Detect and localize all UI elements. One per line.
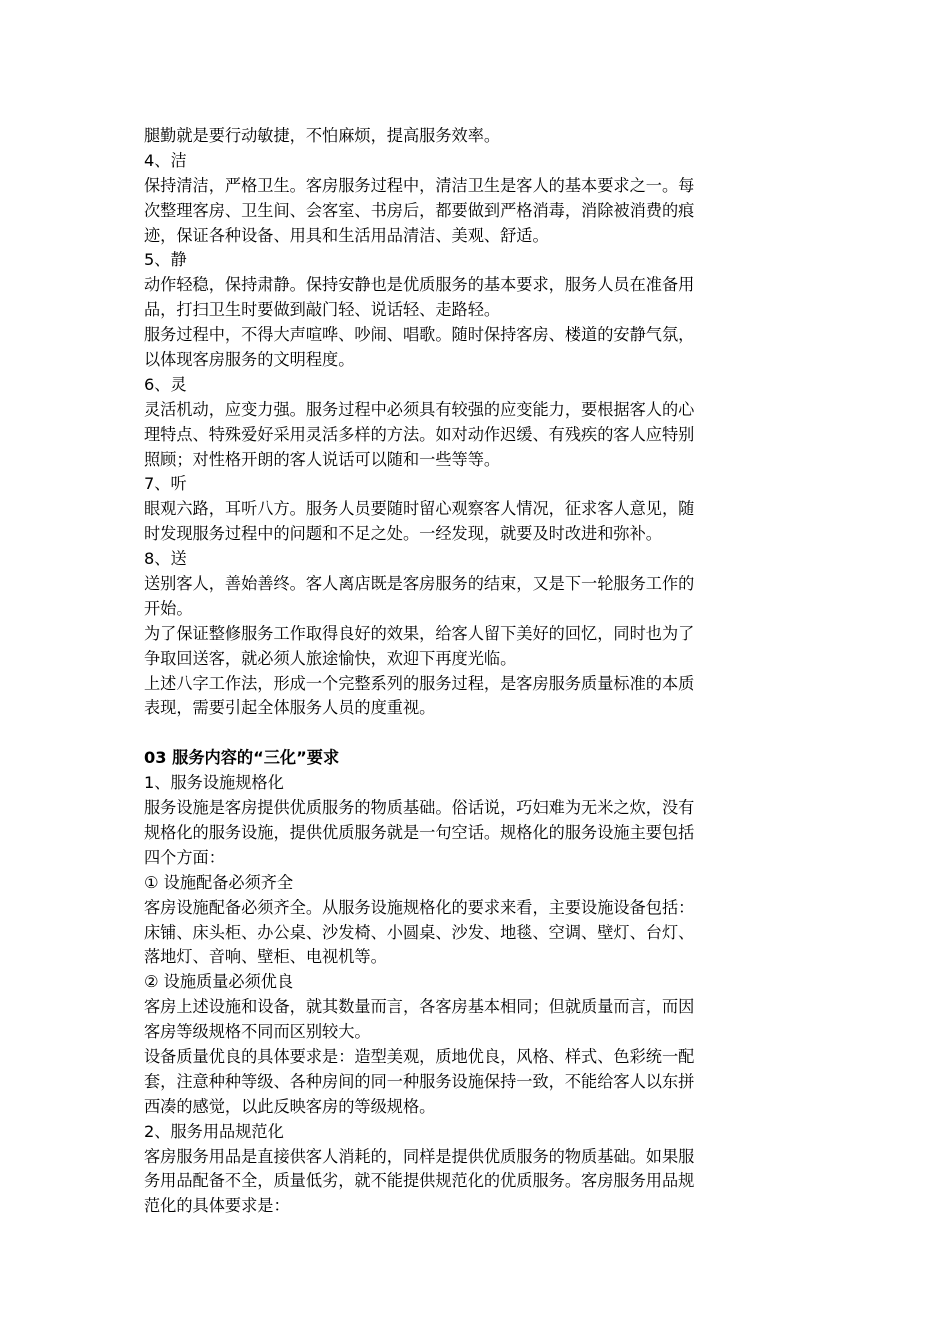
text-line: 理特点、特殊爱好采用灵活多样的方法。如对动作迟缓、有残疾的客人应特别 (144, 424, 695, 444)
text-line: 2、服务用品规范化 (144, 1121, 284, 1141)
text-line: 为了保证整修服务工作取得良好的效果，给客人留下美好的回忆，同时也为了 (144, 623, 695, 643)
text-line: 争取回送客，就必须人旅途愉快，欢迎下再度光临。 (144, 648, 517, 668)
text-line: 上述八字工作法，形成一个完整系列的服务过程，是客房服务质量标准的本质 (144, 673, 695, 693)
blank-line (144, 721, 810, 746)
text-line: ② 设施质量必须优良 (144, 972, 294, 992)
text-line: 5、静 (144, 250, 187, 270)
text-line: 设备质量优良的具体要求是：造型美观，质地优良，风格、样式、色彩统一配 (144, 1046, 695, 1066)
document-page (144, 124, 810, 1219)
text-line: 西凑的感觉，以此反映客房的等级规格。 (144, 1096, 436, 1116)
text-line: 服务过程中，不得大声喧哗、吵闹、唱歌。随时保持客房、楼道的安静气氛， (144, 325, 695, 345)
text-line: 腿勤就是要行动敏捷，不怕麻烦，提高服务效率。 (144, 126, 501, 145)
text-line: 客房等级规格不同而区别较大。 (144, 1022, 371, 1042)
text-line: 床铺、床头柜、办公桌、沙发椅、小圆桌、沙发、地毯、空调、壁灯、台灯、 (144, 922, 695, 942)
text-line: 务用品配备不全，质量低劣，就不能提供规范化的优质服务。客房服务用品规 (144, 1171, 695, 1191)
text-line: 动作轻稳，保持肃静。保持安静也是优质服务的基本要求，服务人员在准备用 (144, 275, 695, 295)
text-line: 表现，需要引起全体服务人员的度重视。 (144, 698, 436, 718)
text-line: 服务设施是客房提供优质服务的物质基础。俗话说，巧妇难为无米之炊，没有 (144, 798, 695, 818)
text-line: 落地灯、音响、壁柜、电视机等。 (144, 947, 387, 967)
text-line: 规格化的服务设施，提供优质服务就是一句空话。规格化的服务设施主要包括 (144, 822, 695, 842)
text-line: 7、听 (144, 474, 187, 494)
text-line: 迹，保证各种设备、用具和生活用品清洁、美观、舒适。 (144, 225, 549, 245)
text-line: 四个方面： (144, 847, 225, 867)
text-line: 次整理客房、卫生间、会客室、书房后，都要做到严格消毒，消除被消费的痕 (144, 200, 695, 220)
text-line: 套，注意种种等级、各种房间的同一种服务设施保持一致，不能给客人以东拼 (144, 1071, 695, 1091)
text-line: 送别客人，善始善终。客人离店既是客房服务的结束，又是下一轮服务工作的 (144, 574, 695, 594)
text-line: 眼观六路，耳听八方。服务人员要随时留心观察客人情况，征求客人意见，随 (144, 499, 695, 519)
text-line: 照顾；对性格开朗的客人说话可以随和一些等等。 (144, 449, 501, 469)
text-line: 客房服务用品是直接供客人消耗的，同样是提供优质服务的物质基础。如果服 (144, 1146, 695, 1166)
text-line: 6、灵 (144, 374, 187, 394)
text-line: 以体现客房服务的文明程度。 (144, 350, 355, 370)
text-line: 8、送 (144, 549, 187, 569)
text-line: 范化的具体要求是： (144, 1196, 290, 1216)
text-line: 灵活机动，应变力强。服务过程中必须具有较强的应变能力，要根据客人的心 (144, 399, 695, 419)
text-line: 1、服务设施规格化 (144, 773, 284, 793)
text-line: 客房上述设施和设备，就其数量而言，各客房基本相同；但就质量而言，而因 (144, 997, 695, 1017)
text-line: 品，打扫卫生时要做到敲门轻、说话轻、走路轻。 (144, 300, 501, 320)
text-line: 保持清洁，严格卫生。客房服务过程中，清洁卫生是客人的基本要求之一。每 (144, 175, 695, 195)
text-line: 开始。 (144, 598, 193, 618)
text-line: 客房设施配备必须齐全。从服务设施规格化的要求来看，主要设施设备包括： (144, 897, 695, 917)
text-line: ① 设施配备必须齐全 (144, 872, 294, 892)
section-heading: 03 服务内容的“三化”要求 (144, 748, 340, 768)
text-line: 时发现服务过程中的问题和不足之处。一经发现，就要及时改进和弥补。 (144, 524, 662, 544)
text-line: 4、洁 (144, 150, 187, 170)
